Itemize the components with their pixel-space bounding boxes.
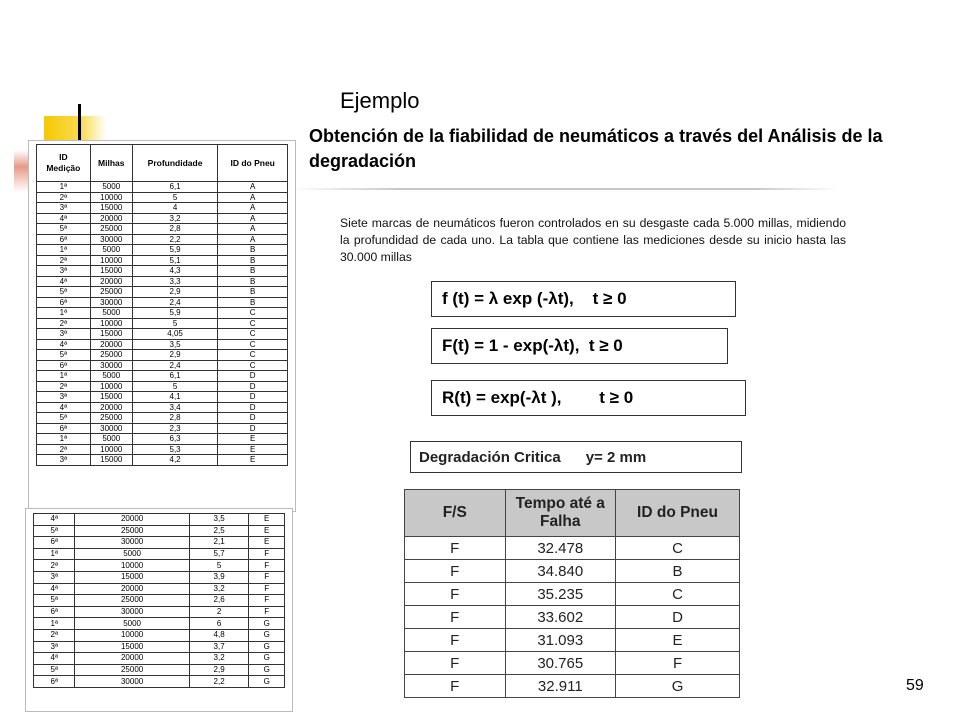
table-cell: B bbox=[218, 266, 288, 277]
header-milhas: Milhas bbox=[90, 145, 132, 182]
table-cell: 20000 bbox=[90, 339, 132, 350]
table-cell: E bbox=[218, 455, 288, 466]
table-cell: 2ª bbox=[37, 318, 91, 329]
table-cell: 5ª bbox=[34, 664, 75, 676]
table-cell: 6,1 bbox=[132, 182, 218, 193]
table-cell: 3ª bbox=[34, 571, 75, 583]
table-cell: 6ª bbox=[34, 676, 75, 688]
header-id-medicao: ID Medição bbox=[37, 145, 91, 182]
table-cell: 1ª bbox=[37, 245, 91, 256]
table-row bbox=[37, 434, 288, 445]
table-cell: 20000 bbox=[75, 653, 189, 665]
table-cell: G bbox=[249, 664, 285, 676]
table-cell: 2ª bbox=[37, 255, 91, 266]
table-cell: 33.602 bbox=[505, 606, 616, 629]
table-cell: 5000 bbox=[90, 245, 132, 256]
table-cell: 2,4 bbox=[132, 360, 218, 371]
table-cell: 3,2 bbox=[132, 213, 218, 224]
failure-time-table bbox=[404, 489, 740, 698]
table-cell: F bbox=[405, 537, 506, 560]
table-cell: A bbox=[218, 182, 288, 193]
table-row bbox=[37, 350, 288, 361]
table-cell: E bbox=[249, 514, 285, 526]
table-cell: 3,5 bbox=[132, 339, 218, 350]
table-cell: 2,4 bbox=[132, 297, 218, 308]
table-cell: 6ª bbox=[37, 234, 91, 245]
table-cell: 6ª bbox=[37, 297, 91, 308]
table-cell: E bbox=[249, 537, 285, 549]
table-cell: 2,3 bbox=[132, 423, 218, 434]
table-cell: 5ª bbox=[37, 350, 91, 361]
table-cell: C bbox=[218, 350, 288, 361]
table-cell: 3,9 bbox=[189, 571, 249, 583]
table-cell: 4ª bbox=[37, 276, 91, 287]
table-cell: 5000 bbox=[75, 548, 189, 560]
table-cell: F bbox=[405, 629, 506, 652]
table-cell: 3ª bbox=[34, 641, 75, 653]
slide-title: Ejemplo bbox=[340, 88, 420, 113]
table-cell: 31.093 bbox=[505, 629, 616, 652]
table-cell: 4ª bbox=[34, 653, 75, 665]
table-row bbox=[34, 606, 285, 618]
header-fs: F/S bbox=[405, 490, 506, 537]
table-cell: A bbox=[218, 213, 288, 224]
table-cell: 32.478 bbox=[505, 537, 616, 560]
table-cell: 2ª bbox=[37, 444, 91, 455]
table-cell: 20000 bbox=[90, 213, 132, 224]
table-row bbox=[37, 308, 288, 319]
table-cell: 30000 bbox=[75, 537, 189, 549]
table-row bbox=[37, 287, 288, 298]
table-cell: 5,1 bbox=[132, 255, 218, 266]
table-cell: 3ª bbox=[37, 266, 91, 277]
table-row bbox=[34, 548, 285, 560]
table-cell: 5000 bbox=[75, 618, 189, 630]
table-cell: 1ª bbox=[34, 548, 75, 560]
table-cell: B bbox=[218, 297, 288, 308]
table-row bbox=[37, 371, 288, 382]
critical-degradation-box: Degradación Critica y= 2 mm bbox=[410, 441, 742, 473]
table-cell: 25000 bbox=[90, 224, 132, 235]
table-cell: F bbox=[249, 595, 285, 607]
table-row bbox=[37, 402, 288, 413]
table-cell: 6,3 bbox=[132, 434, 218, 445]
table-cell: 2 bbox=[189, 606, 249, 618]
reliability-formula: R(t) = exp(-λt ), t ≥ 0 bbox=[431, 380, 746, 416]
table-cell: 1ª bbox=[34, 618, 75, 630]
table-cell: 15000 bbox=[90, 203, 132, 214]
table-cell: 4,3 bbox=[132, 266, 218, 277]
table-cell: 10000 bbox=[75, 560, 189, 572]
table-cell: B bbox=[218, 276, 288, 287]
table-cell: D bbox=[218, 423, 288, 434]
table-cell: B bbox=[218, 245, 288, 256]
table-cell: 5 bbox=[132, 318, 218, 329]
table-cell: 30000 bbox=[90, 234, 132, 245]
table-cell: A bbox=[218, 192, 288, 203]
table-cell: 15000 bbox=[90, 329, 132, 340]
table-cell: C bbox=[218, 360, 288, 371]
table-cell: 30000 bbox=[90, 360, 132, 371]
table-cell: F bbox=[249, 583, 285, 595]
measurement-table bbox=[36, 144, 288, 466]
table-cell: 4,8 bbox=[189, 629, 249, 641]
table-cell: 4ª bbox=[37, 402, 91, 413]
table-row bbox=[34, 583, 285, 595]
table-cell: 3ª bbox=[37, 329, 91, 340]
table-cell: C bbox=[218, 339, 288, 350]
table-cell: 25000 bbox=[75, 595, 189, 607]
table-cell: D bbox=[616, 606, 740, 629]
table-cell: 4 bbox=[132, 203, 218, 214]
table-cell: 6ª bbox=[34, 606, 75, 618]
table-row bbox=[34, 514, 285, 526]
table-cell: 2,8 bbox=[132, 224, 218, 235]
table-cell: 5 bbox=[189, 560, 249, 572]
table-row bbox=[37, 423, 288, 434]
table-cell: 2ª bbox=[37, 192, 91, 203]
table-cell: F bbox=[249, 571, 285, 583]
table-cell: E bbox=[218, 444, 288, 455]
table-cell: D bbox=[218, 413, 288, 424]
table-row bbox=[37, 444, 288, 455]
table-cell: 3ª bbox=[37, 455, 91, 466]
table-cell: E bbox=[249, 525, 285, 537]
table-cell: F bbox=[405, 675, 506, 698]
table-cell: 30000 bbox=[90, 297, 132, 308]
table-cell: 6ª bbox=[34, 537, 75, 549]
table-cell: 2,9 bbox=[132, 287, 218, 298]
table-cell: 2ª bbox=[34, 560, 75, 572]
table-cell: 20000 bbox=[90, 402, 132, 413]
table-cell: 25000 bbox=[90, 287, 132, 298]
table-cell: 5000 bbox=[90, 371, 132, 382]
pdf-formula: f (t) = λ exp (-λt), t ≥ 0 bbox=[431, 281, 736, 317]
table-row bbox=[37, 339, 288, 350]
table-cell: 2,6 bbox=[189, 595, 249, 607]
table-row bbox=[405, 537, 740, 560]
table-row bbox=[405, 675, 740, 698]
table-cell: F bbox=[405, 583, 506, 606]
header-id-pneu: ID do Pneu bbox=[616, 490, 740, 537]
header-tempo-falha: Tempo até a Falha bbox=[505, 490, 616, 537]
table-header-row bbox=[37, 145, 288, 182]
table-cell: 5000 bbox=[90, 434, 132, 445]
table-row bbox=[37, 455, 288, 466]
table-row bbox=[37, 245, 288, 256]
description-text: Siete marcas de neumáticos fueron controlados en su desgaste cada 5.000 millas, midiendo la profundidad de cada uno. La tabla que contiene las mediciones desde su inicio hasta las 30.000 millas bbox=[340, 216, 846, 264]
table-cell: D bbox=[218, 371, 288, 382]
table-cell: 5000 bbox=[90, 308, 132, 319]
table-cell: 5,3 bbox=[132, 444, 218, 455]
table-row bbox=[37, 318, 288, 329]
title-divider bbox=[290, 188, 838, 190]
table-cell: 5ª bbox=[34, 525, 75, 537]
table-cell: 2,5 bbox=[189, 525, 249, 537]
table-cell: 1ª bbox=[37, 371, 91, 382]
table-cell: 4ª bbox=[37, 339, 91, 350]
table-row bbox=[37, 192, 288, 203]
table-cell: A bbox=[218, 203, 288, 214]
table-cell: 5ª bbox=[34, 595, 75, 607]
measurement-table-part2 bbox=[25, 508, 293, 712]
table-row bbox=[37, 392, 288, 403]
table-cell: 5ª bbox=[37, 413, 91, 424]
table-cell: 20000 bbox=[75, 583, 189, 595]
table-cell: 10000 bbox=[75, 629, 189, 641]
table-cell: 4ª bbox=[34, 583, 75, 595]
table-cell: 30000 bbox=[75, 606, 189, 618]
table-cell: 5ª bbox=[37, 224, 91, 235]
table-cell: C bbox=[218, 318, 288, 329]
table-cell: 25000 bbox=[75, 525, 189, 537]
table-row bbox=[34, 653, 285, 665]
table-cell: F bbox=[405, 652, 506, 675]
table-cell: 6 bbox=[189, 618, 249, 630]
table-cell: 20000 bbox=[90, 276, 132, 287]
table-row bbox=[37, 413, 288, 424]
table-cell: 2,1 bbox=[189, 537, 249, 549]
table-cell: 1ª bbox=[37, 434, 91, 445]
table-cell: 4,05 bbox=[132, 329, 218, 340]
table-cell: 2,8 bbox=[132, 413, 218, 424]
table-cell: 25000 bbox=[90, 350, 132, 361]
header-id-pneu: ID do Pneu bbox=[218, 145, 288, 182]
table-cell: 25000 bbox=[90, 413, 132, 424]
table-cell: 30000 bbox=[90, 423, 132, 434]
table-cell: 15000 bbox=[90, 392, 132, 403]
table-cell: 15000 bbox=[75, 641, 189, 653]
table-cell: G bbox=[249, 676, 285, 688]
table-row bbox=[34, 629, 285, 641]
table-cell: 4,1 bbox=[132, 392, 218, 403]
table-cell: 4,2 bbox=[132, 455, 218, 466]
table-row bbox=[405, 583, 740, 606]
table-cell: 5,7 bbox=[189, 548, 249, 560]
table-cell: 4ª bbox=[34, 514, 75, 526]
page-number: 59 bbox=[906, 677, 924, 694]
table-cell: 2,2 bbox=[189, 676, 249, 688]
table-row bbox=[37, 213, 288, 224]
table-cell: 10000 bbox=[90, 255, 132, 266]
table-row bbox=[34, 525, 285, 537]
table-cell: B bbox=[616, 560, 740, 583]
table-cell: F bbox=[616, 652, 740, 675]
table-cell: G bbox=[249, 653, 285, 665]
table-row bbox=[37, 276, 288, 287]
table-row bbox=[37, 329, 288, 340]
table-row bbox=[34, 560, 285, 572]
table-row bbox=[37, 297, 288, 308]
table-cell: B bbox=[218, 287, 288, 298]
table-cell: C bbox=[218, 308, 288, 319]
table-cell: 15000 bbox=[90, 455, 132, 466]
table-cell: 1ª bbox=[37, 308, 91, 319]
table-row bbox=[34, 641, 285, 653]
table-row bbox=[34, 676, 285, 688]
table-cell: 10000 bbox=[90, 444, 132, 455]
measurement-table-continued bbox=[33, 513, 285, 688]
table-row bbox=[405, 652, 740, 675]
table-cell: 15000 bbox=[90, 266, 132, 277]
table-row bbox=[34, 595, 285, 607]
table-cell: 5000 bbox=[90, 182, 132, 193]
table-cell: 10000 bbox=[90, 381, 132, 392]
table-row bbox=[37, 360, 288, 371]
table-cell: 2,2 bbox=[132, 234, 218, 245]
table-cell: G bbox=[616, 675, 740, 698]
table-cell: 35.235 bbox=[505, 583, 616, 606]
table-cell: 10000 bbox=[90, 192, 132, 203]
table-cell: 34.840 bbox=[505, 560, 616, 583]
table-cell: 3,2 bbox=[189, 653, 249, 665]
table-row bbox=[405, 606, 740, 629]
table-cell: C bbox=[616, 583, 740, 606]
table-row bbox=[34, 618, 285, 630]
table-row bbox=[37, 255, 288, 266]
table-cell: 3,4 bbox=[132, 402, 218, 413]
table-row bbox=[37, 182, 288, 193]
table-cell: F bbox=[405, 606, 506, 629]
table-cell: 5 bbox=[132, 381, 218, 392]
table-cell: D bbox=[218, 381, 288, 392]
table-cell: 5,9 bbox=[132, 245, 218, 256]
table-cell: 1ª bbox=[37, 182, 91, 193]
table-cell: 4ª bbox=[37, 213, 91, 224]
table-cell: 15000 bbox=[75, 571, 189, 583]
table-cell: 2,9 bbox=[189, 664, 249, 676]
table-cell: 3ª bbox=[37, 392, 91, 403]
table-row bbox=[37, 234, 288, 245]
table-cell: A bbox=[218, 224, 288, 235]
table-cell: F bbox=[249, 548, 285, 560]
table-cell: 30.765 bbox=[505, 652, 616, 675]
measurement-table-part1 bbox=[28, 140, 296, 512]
table-cell: G bbox=[249, 618, 285, 630]
table-cell: 6ª bbox=[37, 360, 91, 371]
table-cell: 32.911 bbox=[505, 675, 616, 698]
table-row bbox=[405, 560, 740, 583]
header-profundidade: Profundidade bbox=[132, 145, 218, 182]
table-cell: 5ª bbox=[37, 287, 91, 298]
table-cell: 30000 bbox=[75, 676, 189, 688]
table-cell: G bbox=[249, 641, 285, 653]
table-cell: 3,5 bbox=[189, 514, 249, 526]
failure-table-frame bbox=[404, 489, 740, 695]
table-row bbox=[34, 537, 285, 549]
table-cell: 2,9 bbox=[132, 350, 218, 361]
table-row bbox=[34, 664, 285, 676]
table-cell: 2ª bbox=[37, 381, 91, 392]
table-cell: 3,2 bbox=[189, 583, 249, 595]
table-cell: 20000 bbox=[75, 514, 189, 526]
table-row bbox=[37, 203, 288, 214]
table-cell: 3ª bbox=[37, 203, 91, 214]
table-cell: F bbox=[249, 606, 285, 618]
table-cell: 5 bbox=[132, 192, 218, 203]
table-cell: C bbox=[218, 329, 288, 340]
table-cell: F bbox=[405, 560, 506, 583]
table-cell: 25000 bbox=[75, 664, 189, 676]
table-cell: F bbox=[249, 560, 285, 572]
table-cell: C bbox=[616, 537, 740, 560]
table-cell: B bbox=[218, 255, 288, 266]
table-cell: 3,7 bbox=[189, 641, 249, 653]
table-cell: D bbox=[218, 402, 288, 413]
table-cell: E bbox=[616, 629, 740, 652]
table-row bbox=[405, 629, 740, 652]
table-cell: D bbox=[218, 392, 288, 403]
table-cell: 6,1 bbox=[132, 371, 218, 382]
slide-subtitle: Obtención de la fiabilidad de neumáticos a través del Análisis de la degradación bbox=[309, 126, 883, 171]
table-header-row bbox=[405, 490, 740, 537]
table-cell: 6ª bbox=[37, 423, 91, 434]
table-cell: E bbox=[218, 434, 288, 445]
table-cell: 5,9 bbox=[132, 308, 218, 319]
table-cell: 3,3 bbox=[132, 276, 218, 287]
table-cell: 2ª bbox=[34, 629, 75, 641]
table-cell: A bbox=[218, 234, 288, 245]
table-cell: 10000 bbox=[90, 318, 132, 329]
table-row bbox=[37, 224, 288, 235]
table-cell: G bbox=[249, 629, 285, 641]
cdf-formula: F(t) = 1 - exp(-λt), t ≥ 0 bbox=[431, 328, 728, 364]
table-row bbox=[37, 381, 288, 392]
table-row bbox=[37, 266, 288, 277]
table-row bbox=[34, 571, 285, 583]
